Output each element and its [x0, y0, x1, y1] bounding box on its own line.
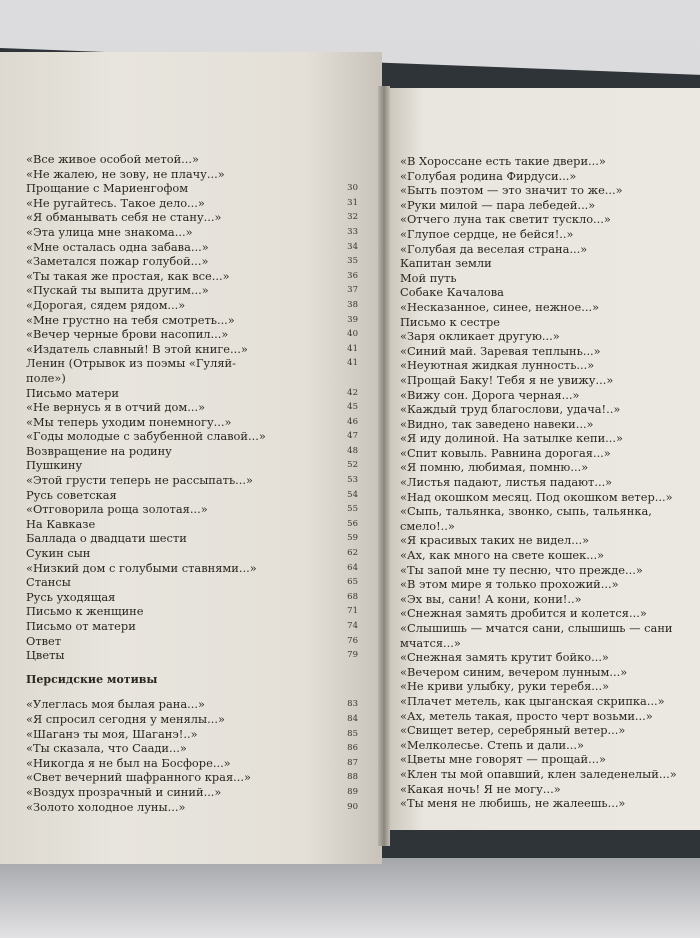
toc-entry [26, 342, 358, 357]
toc-entry-title: «Не ругайтесь. Такое дело...» [26, 195, 205, 210]
toc-entry [26, 546, 358, 561]
toc-entry-title: «Издатель славный! В этой книге...» [26, 341, 248, 356]
toc-entry [400, 709, 700, 724]
toc-page-number: 37 [347, 285, 358, 296]
toc-entry-title: «Ты запой мне ту песню, что прежде...» [400, 562, 643, 577]
toc-entry-title: Цветы [26, 648, 65, 663]
toc-entry [400, 300, 700, 315]
toc-entry [26, 634, 358, 649]
toc-entry-title: «Мне грустно на тебя смотреть...» [26, 312, 235, 327]
toc-entry [26, 473, 358, 488]
toc-entry [400, 431, 700, 446]
toc-entry-title: «Мне осталась одна забава...» [26, 239, 209, 254]
toc-entry-title: «Клен ты мой опавший, клен заледенелый...» [400, 766, 677, 781]
toc-entry [400, 417, 700, 432]
right-toc-list [400, 154, 700, 811]
toc-entry-title: «Низкий дом с голубыми ставнями...» [26, 560, 257, 575]
toc-entry [26, 800, 358, 815]
toc-page-number: 90 [347, 801, 358, 812]
toc-entry-title: «Несказанное, синее, нежное...» [400, 299, 600, 314]
toc-entry-title: «Заря окликает другую...» [400, 329, 560, 344]
toc-entry-title: Письмо к сестре [400, 314, 501, 329]
toc-entry [26, 386, 358, 401]
toc-page-number: 88 [347, 772, 358, 783]
toc-entry [400, 344, 700, 359]
toc-entry [400, 738, 700, 753]
toc-entry-title: Мой путь [400, 270, 457, 285]
toc-page-number: 86 [347, 743, 358, 754]
toc-gap [26, 687, 358, 697]
toc-entry-title: «Все живое особой метой...» [26, 152, 199, 166]
toc-page-number: 41 [347, 343, 358, 354]
toc-page-number: 87 [347, 757, 358, 768]
toc-entry [26, 531, 358, 546]
right-page [386, 88, 700, 830]
toc-page-number: 39 [347, 314, 358, 325]
left-toc-list [26, 152, 358, 814]
toc-entry-title: «Улеглась моя былая рана...» [26, 697, 205, 712]
toc-entry-title: «Шаганэ ты моя, Шаганэ!..» [26, 726, 198, 741]
toc-entry [26, 210, 358, 225]
toc-entry-title: «Никогда я не был на Босфоре...» [26, 755, 231, 770]
toc-entry-title: «Сыпь, тальянка, звонко, сыпь, тальянка, [400, 504, 652, 519]
toc-entry [26, 400, 358, 415]
toc-page-number: 89 [347, 786, 358, 797]
toc-entry-title: Ленин (Отрывок из поэмы «Гуляй- [26, 356, 236, 371]
toc-entry [26, 371, 358, 386]
toc-entry [400, 169, 700, 184]
toc-entry [26, 225, 358, 240]
toc-page-number: 41 [347, 358, 358, 369]
toc-entry [400, 548, 700, 563]
toc-entry [26, 196, 358, 211]
toc-page-number: 31 [347, 197, 358, 208]
toc-page-number: 46 [347, 416, 358, 427]
toc-entry [26, 697, 358, 712]
toc-entry [26, 488, 358, 503]
toc-entry [26, 181, 358, 196]
toc-entry [400, 475, 700, 490]
toc-entry [26, 240, 358, 255]
toc-entry-title: «Цветы мне говорят — прощай...» [400, 752, 606, 767]
toc-page-number: 35 [347, 256, 358, 267]
toc-entry-title: «Вечер черные брови насопил...» [26, 327, 229, 342]
toc-entry-title: Сукин сын [26, 546, 91, 561]
toc-page-number: 34 [347, 241, 358, 252]
toc-entry [400, 460, 700, 475]
toc-entry-title: «Какая ночь! Я не могу...» [400, 781, 561, 796]
toc-page-number: 74 [347, 621, 358, 631]
toc-gap [26, 663, 358, 673]
toc-page-number: 52 [347, 460, 358, 471]
toc-entry [400, 782, 700, 797]
toc-entry-title: «Не вернусь я в отчий дом...» [26, 400, 206, 415]
toc-entry [26, 313, 358, 328]
toc-page-number: 62 [347, 548, 358, 559]
toc-entry-title: Ответ [26, 633, 62, 648]
toc-entry-title: Письмо от матери [26, 619, 136, 633]
toc-entry [400, 563, 700, 578]
toc-entry [400, 767, 700, 782]
toc-page-number: 40 [347, 329, 358, 340]
toc-page-number: 68 [347, 591, 358, 602]
toc-entry-title: «Дорогая, сядем рядом...» [26, 297, 186, 312]
toc-entry-title: «Пускай ты выпита другим...» [26, 283, 209, 298]
toc-entry-title: «Ты сказала, что Саади...» [26, 741, 187, 756]
toc-page-number: 38 [347, 299, 358, 310]
toc-entry [26, 415, 358, 430]
toc-page-number: 59 [347, 533, 358, 544]
toc-entry [400, 446, 700, 461]
toc-entry [400, 650, 700, 665]
table-shadow [0, 858, 700, 938]
toc-entry [400, 577, 700, 592]
toc-entry [400, 796, 700, 811]
toc-entry [400, 388, 700, 403]
toc-entry [26, 502, 358, 517]
toc-entry-title: «Голубая да веселая страна...» [400, 241, 588, 256]
toc-entry-title: «Снежная замять крутит бойко...» [400, 650, 609, 665]
toc-entry [26, 269, 358, 284]
toc-entry [400, 490, 700, 505]
toc-page-number: 79 [347, 650, 358, 661]
toc-page-number: 71 [347, 606, 358, 617]
toc-entry [400, 636, 700, 651]
toc-page-number: 76 [347, 635, 358, 646]
toc-entry-title: «Над окошком месяц. Под окошком ветер...» [400, 489, 673, 504]
toc-entry [400, 154, 700, 169]
toc-entry-title: поле») [26, 370, 66, 385]
toc-entry [400, 679, 700, 694]
toc-page-number: 42 [347, 387, 358, 398]
toc-entry-title: «Голубая родина Фирдуси...» [400, 168, 577, 183]
toc-entry-title: «Вижу сон. Дорога черная...» [400, 387, 580, 402]
toc-entry-title: «Не криви улыбку, руки теребя...» [400, 679, 610, 694]
toc-entry [400, 242, 700, 257]
toc-entry-title: «Не жалею, не зову, не плачу...» [26, 166, 225, 181]
toc-entry-title: «В Хороссане есть такие двери...» [400, 154, 606, 168]
toc-entry [26, 770, 358, 785]
toc-entry-title: Собаке Качалова [400, 285, 504, 300]
toc-entry [26, 604, 358, 619]
toc-entry-title: «Я иду долиной. На затылке кепи...» [400, 431, 624, 446]
toc-page-number: 65 [347, 577, 358, 588]
toc-entry-title: Русь уходящая [26, 589, 116, 604]
toc-page-number: 53 [347, 475, 358, 486]
toc-page-number: 54 [347, 489, 358, 500]
toc-entry-title: «Ты такая же простая, как все...» [26, 268, 230, 283]
toc-entry-title: «Плачет метель, как цыганская скрипка...» [400, 693, 665, 708]
toc-entry [26, 785, 358, 800]
toc-entry [26, 517, 358, 532]
toc-entry [26, 561, 358, 576]
toc-entry [26, 444, 358, 459]
toc-page-number: 84 [347, 713, 358, 724]
toc-entry [26, 152, 358, 167]
toc-entry-title: «Руки милой — пара лебедей...» [400, 197, 596, 212]
toc-entry-title: «Быть поэтом — это значит то же...» [400, 183, 623, 198]
toc-entry-title: «Спит ковыль. Равнина дорогая...» [400, 445, 611, 460]
toc-entry [400, 271, 700, 286]
toc-page-number: 83 [347, 699, 358, 710]
toc-entry [400, 212, 700, 227]
toc-entry-title: «Листья падают, листья падают...» [400, 475, 613, 490]
toc-entry-title: Русь советская [26, 487, 117, 502]
toc-entry-title: «Я помню, любимая, помню...» [400, 460, 589, 475]
toc-entry-title: «Свищет ветер, серебряный ветер...» [400, 723, 626, 738]
toc-entry [26, 756, 358, 771]
toc-entry [400, 227, 700, 242]
toc-entry [400, 285, 700, 300]
toc-entry-title: «Прощай Баку! Тебя я не увижу...» [400, 372, 614, 387]
toc-entry [400, 533, 700, 548]
book-spine [378, 86, 390, 846]
toc-entry-title: «Годы молодые с забубенной славой...» [26, 429, 266, 444]
toc-entry-title: «Слышишь — мчатся сани, слышишь — сани [400, 621, 673, 635]
toc-entry [26, 356, 358, 371]
toc-entry-title: «Мелколесье. Степь и дали...» [400, 737, 584, 752]
toc-entry-title: «Этой грусти теперь не рассыпать...» [26, 473, 253, 488]
toc-entry-title: «Отговорила роща золотая...» [26, 502, 208, 517]
toc-entry [400, 183, 700, 198]
toc-entry [400, 723, 700, 738]
toc-entry-title: «Ах, метель такая, просто черт возьми...» [400, 708, 653, 723]
toc-entry-title: «Я спросил сегодня у менялы...» [26, 711, 225, 726]
toc-entry-title: Прощание с Мариенгофом [26, 181, 189, 196]
toc-entry-title: «Снежная замять дробится и колется...» [400, 606, 647, 621]
toc-entry-title: «Эх вы, сани! А кони, кони!..» [400, 591, 582, 606]
toc-entry [26, 648, 358, 663]
toc-entry-title: «Заметался пожар голубой...» [26, 254, 209, 269]
toc-entry-title: Капитан земли [400, 256, 492, 271]
toc-entry-title: «Ты меня не любишь, не жалеешь...» [400, 796, 626, 811]
toc-entry [400, 694, 700, 709]
toc-page-number: 85 [347, 728, 358, 739]
toc-entry-title: «Ах, как много на свете кошек...» [400, 548, 605, 563]
toc-page-number: 56 [347, 518, 358, 529]
toc-entry-title: На Кавказе [26, 516, 96, 531]
left-page [0, 52, 382, 864]
toc-entry [26, 254, 358, 269]
toc-entry [400, 329, 700, 344]
toc-entry [400, 606, 700, 621]
toc-entry [26, 712, 358, 727]
toc-entry [26, 619, 358, 634]
toc-entry-title: «Вечером синим, вечером лунным...» [400, 664, 628, 679]
toc-page-number: 64 [347, 562, 358, 573]
toc-entry-title: «В этом мире я только прохожий...» [400, 577, 619, 592]
toc-entry [400, 592, 700, 607]
toc-entry [400, 373, 700, 388]
toc-entry-title: «Я красивых таких не видел...» [400, 533, 590, 548]
section-title: Персидские мотивы [26, 672, 158, 686]
toc-entry-title: «Синий май. Заревая теплынь...» [400, 343, 601, 358]
toc-page-number: 45 [347, 402, 358, 413]
toc-entry [400, 402, 700, 417]
toc-entry-title: Письмо матери [26, 385, 120, 400]
toc-entry [26, 590, 358, 605]
toc-entry [400, 256, 700, 271]
toc-entry-title: «Глупое сердце, не бейся!..» [400, 226, 574, 241]
toc-entry-title: «Каждый труд благослови, удача!..» [400, 402, 621, 417]
toc-entry [26, 727, 358, 742]
toc-entry-title: «Мы теперь уходим понемногу...» [26, 414, 232, 429]
toc-entry [26, 429, 358, 444]
toc-entry-title: «Золото холодное луны...» [26, 799, 186, 814]
toc-entry-title: мчатся...» [400, 635, 461, 650]
toc-entry [400, 358, 700, 373]
toc-entry-title: «Воздух прозрачный и синий...» [26, 784, 222, 799]
toc-entry-title: Письмо к женщине [26, 604, 144, 619]
toc-entry [26, 167, 358, 182]
toc-page-number: 36 [347, 270, 358, 281]
toc-entry-title: «Свет вечерний шафранного края...» [26, 770, 251, 785]
toc-page-number: 48 [347, 445, 358, 456]
toc-page-number: 30 [347, 183, 358, 194]
toc-entry-title: «Я обманывать себя не стану...» [26, 210, 222, 225]
toc-entry [400, 198, 700, 213]
toc-entry [26, 283, 358, 298]
toc-entry-title: Стансы [26, 575, 71, 590]
toc-page-number: 47 [347, 431, 358, 442]
toc-entry-title: Возвращение на родину [26, 443, 172, 458]
toc-entry-title: смело!..» [400, 518, 455, 533]
toc-entry [400, 504, 700, 519]
toc-entry-title: Пушкину [26, 458, 83, 473]
toc-entry [400, 752, 700, 767]
toc-entry-title: «Отчего луна так светит тускло...» [400, 212, 611, 227]
toc-entry [400, 315, 700, 330]
toc-entry-title: Баллада о двадцати шести [26, 531, 187, 546]
toc-entry [26, 298, 358, 313]
toc-entry-title: «Эта улица мне знакома...» [26, 224, 193, 239]
toc-entry-title: «Неуютная жидкая лунность...» [400, 358, 595, 373]
toc-page-number: 55 [347, 504, 358, 515]
toc-page-number: 33 [347, 226, 358, 237]
toc-entry [400, 621, 700, 636]
toc-entry [26, 741, 358, 756]
toc-entry-title: «Видно, так заведено навеки...» [400, 416, 594, 431]
toc-entry [26, 458, 358, 473]
toc-entry [400, 665, 700, 680]
toc-entry [400, 519, 700, 534]
toc-page-number: 32 [347, 212, 358, 223]
toc-entry [26, 327, 358, 342]
toc-entry [26, 575, 358, 590]
